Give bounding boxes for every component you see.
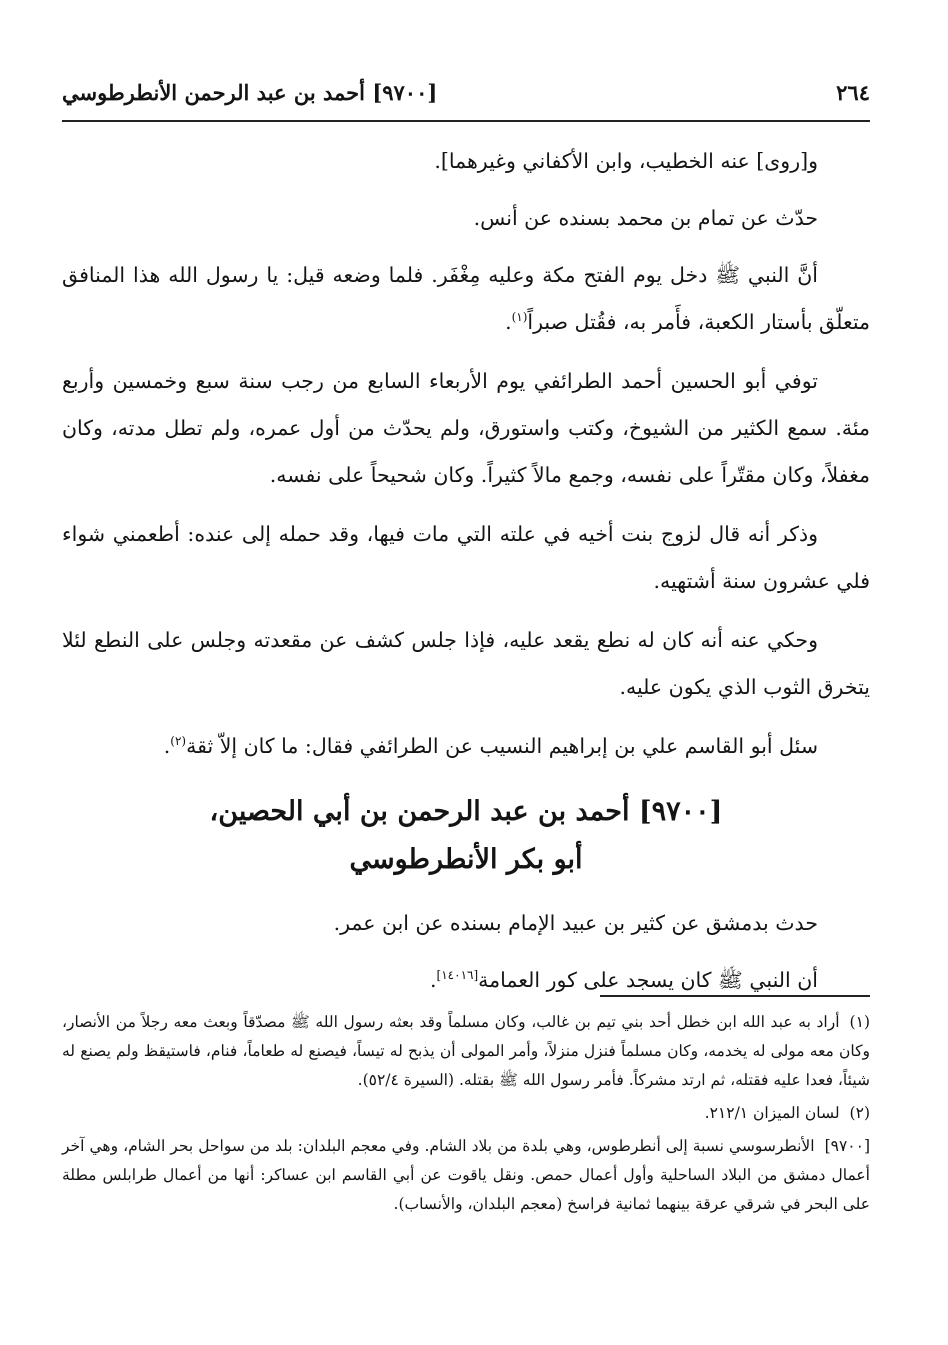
paragraph bbox=[62, 900, 870, 947]
paragraph bbox=[62, 138, 870, 185]
page-number: ٢٦٤ bbox=[836, 79, 870, 105]
entry-heading-line: [٩٧٠٠] أحمد بن عبد الرحمن بن أبي الحصين، bbox=[209, 796, 723, 827]
footnote bbox=[62, 1132, 870, 1219]
footnote-ref: (١) bbox=[511, 310, 528, 325]
running-title: [٩٧٠٠] أحمد بن عبد الرحمن الأنطرطوسي bbox=[62, 79, 438, 105]
footnote-text: لسان الميزان ٢١٢/١. bbox=[704, 1104, 840, 1122]
paragraph-end: . bbox=[430, 968, 437, 992]
paragraph-text: سئل أبو القاسم علي بن إبراهيم النسيب عن الطرائفي فقال: ما كان إلاّ ثقة bbox=[186, 734, 818, 758]
footnote-marker: (٢) bbox=[849, 1104, 870, 1122]
page-header bbox=[62, 72, 870, 112]
paragraph-text: أنَّ النبي ﷺ دخل يوم الفتح مكة وعليه مِغْفَر. فلما وضعه قيل: يا رسول الله هذا المنافق متعلّق بأستار الكعبة، فأَمر به، فقُتل صبراً bbox=[62, 263, 870, 334]
footnote-marker: (١) bbox=[849, 1013, 870, 1031]
paragraph bbox=[62, 252, 870, 346]
paragraph-end: . bbox=[505, 310, 512, 334]
entry-heading-line: أبو بكر الأنطرطوسي bbox=[349, 844, 583, 875]
main-text bbox=[62, 138, 870, 1014]
footnote-ref: (٢) bbox=[170, 734, 187, 749]
paragraph bbox=[62, 358, 870, 499]
paragraph-text: و[روى] عنه الخطيب، وابن الأكفاني وغيرهما]. bbox=[434, 149, 818, 173]
paragraph bbox=[62, 511, 870, 605]
footnotes bbox=[62, 1008, 870, 1223]
footnote bbox=[62, 1008, 870, 1095]
paragraph-text: توفي أبو الحسين أحمد الطرائفي يوم الأربعاء السابع من رجب سنة سبع وخمسين وأربع مئة. سمع الكثير من الشيوخ، وكتب واستورق، ولم يحدّث من أول عمره، ولم تطل مدته، وكان مغفلاً، وكان مقتّراً على نفسه، وجمع مالاً كثيراً. وكان شحيحاً على نفسه. bbox=[62, 369, 870, 487]
paragraph bbox=[62, 195, 870, 242]
paragraph-text: وذكر أنه قال لزوج بنت أخيه في علته التي مات فيها، وقد حمله إلى عنده: أطعمني شواء فلي عشرون سنة أشتهيه. bbox=[62, 522, 870, 593]
footnote-text: الأنطرسوسي نسبة إلى أنطرطوس، وهي بلدة من بلاد الشام. وفي معجم البلدان: بلد من سواحل بحر الشام، وهي آخر أعمال دمشق من البلاد الساحلية وأول أعمال حمص. ونقل ياقوت عن أبي القاسم ابن عساكر: أنها من أعمال طرابلس مطلة على البحر في شرقي عرقة بينهما ثمانية فراسخ (معجم البلدان، والأنساب). bbox=[62, 1137, 870, 1213]
entry-heading bbox=[62, 788, 870, 884]
paragraph-text: حدث بدمشق عن كثير بن عبيد الإمام بسنده عن ابن عمر. bbox=[333, 911, 818, 935]
paragraph bbox=[62, 617, 870, 711]
footnote-text: أراد به عبد الله ابن خطل أحد بني تيم بن غالب، وكان مسلماً وقد بعثه رسول الله ﷺ مصدّقاً وبعث معه رجلاً من الأنصار، وكان معه مولى له يخدمه، وكان مسلماً فنزل منزلاً، وأمر المولى أن يذبح له تيساً، فيصنع له طعاماً، فنام، فاستيقظ ولم يصنع له شيئاً، فعدا عليه فقتله، ثم ارتد مشركاً. فأمر رسول الله ﷺ بقتله. (السيرة ٥٢/٤). bbox=[62, 1013, 870, 1089]
paragraph-text: أن النبي ﷺ كان يسجد على كور العمامة bbox=[478, 968, 818, 992]
header-rule bbox=[62, 120, 870, 122]
paragraph-text: وحكي عنه أنه كان له نطع يقعد عليه، فإذا جلس كشف عن مقعدته وجلس على النطع لئلا يتخرق الثوب الذي يكون عليه. bbox=[62, 628, 870, 699]
paragraph-end: . bbox=[163, 734, 171, 758]
paragraph-text: حدّث عن تمام بن محمد بسنده عن أنس. bbox=[473, 206, 818, 230]
paragraph bbox=[62, 723, 870, 770]
footnote-ref: [١٤٠١٦] bbox=[436, 968, 479, 983]
footnote-marker: [٩٧٠٠] bbox=[824, 1137, 870, 1155]
footnote-rule bbox=[600, 995, 870, 997]
footnote bbox=[62, 1099, 870, 1128]
